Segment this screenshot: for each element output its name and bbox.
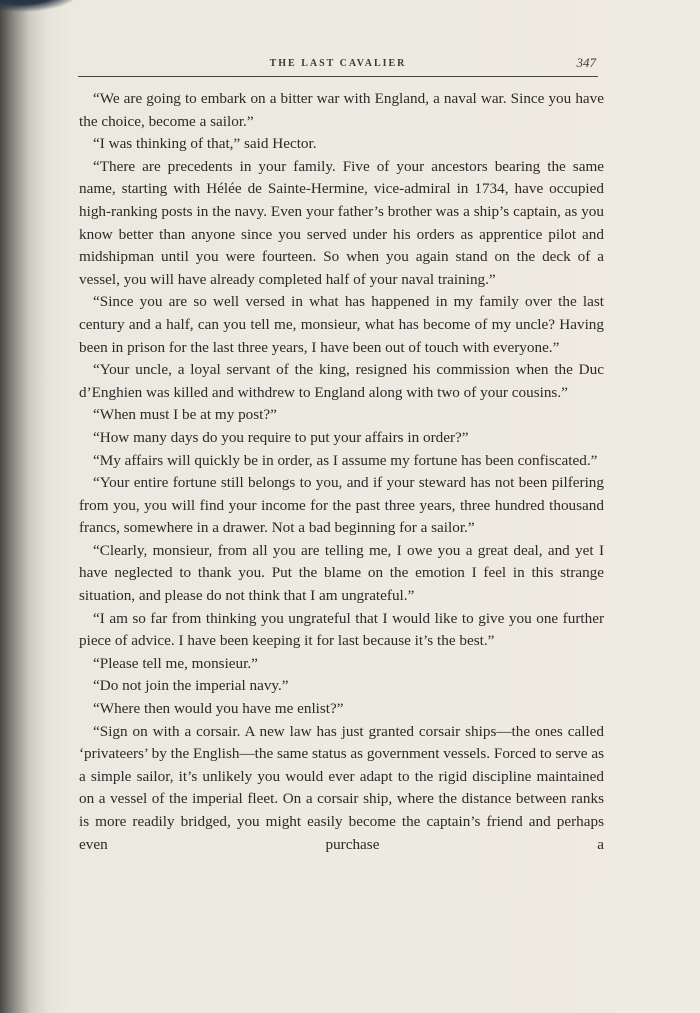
paragraph: “Your uncle, a loyal servant of the king, resigned his commission when the Duc d’Enghien was killed and withdrew to England along with two of your cousins.”: [79, 361, 604, 401]
paragraph: “I am so far from thinking you ungrateful that I would like to give you one further piece of advice. I have been keeping it for last because it’s the best.”: [79, 609, 604, 650]
paragraph: “When must I be at my post?”: [93, 406, 277, 424]
paragraph: “Clearly, monsieur, from all you are telling me, I owe you a great deal, and yet I have neglected to thank you. Put the blame on the emotion I feel in this strange situation, and please do not think that I am ungrateful.”: [79, 541, 604, 605]
page-corner-shadow: [0, 0, 80, 12]
paragraph: “Since you are so well versed in what has happened in my family over the last century and a half, can you tell me, monsieur, what has become of my uncle? Having been in prison for the last three years, I have been out of touch with everyone.”: [79, 293, 604, 356]
body-text: [79, 88, 604, 856]
paragraph: “Sign on with a corsair. A new law has just granted corsair ships—the ones called ‘privateers’ by the English—the same status as government vessels. Forced to serve as a simple sailor, it’s unlikely you would ever adapt to the rigid discipline maintained on a vessel of the imperial fleet. On a corsair ship, where the distance between ranks is more readily bridged, you might easily become the captain’s friend and perhaps even purchase a: [79, 722, 604, 853]
paragraph: “Please tell me, monsieur.”: [93, 654, 258, 672]
paragraph: “My affairs will quickly be in order, as I assume my fortune has been confiscated.”: [93, 451, 598, 469]
page-number: 347: [576, 55, 596, 70]
paragraph: “How many days do you require to put your affairs in order?”: [93, 428, 469, 446]
paragraph: “I was thinking of that,” said Hector.: [93, 135, 317, 153]
paragraph: “Where then would you have me enlist?”: [93, 700, 344, 718]
paragraph: “Do not join the imperial navy.”: [93, 677, 289, 695]
paragraph: “We are going to embark on a bitter war with England, a naval war. Since you have the choice, become a sailor.”: [79, 90, 604, 130]
running-title: THE LAST CAVALIER: [269, 58, 407, 69]
running-header: [78, 54, 598, 77]
paragraph: “There are precedents in your family. Five of your ancestors bearing the same name, starting with Hélée de Sainte-Hermine, vice-admiral in 1734, have occupied high-ranking posts in the navy. Even your father’s brother was a ship’s captain, as you know better than anyone since you served under his orders as apprentice pilot and midshipman until you were fourteen. So when you again stand on the deck of a vessel, you will have already completed half of your naval training.”: [79, 157, 604, 288]
paragraph: “Your entire fortune still belongs to you, and if your steward has not been pilfering from you, you will find your income for the past three years, three hundred thousand francs, somewhere in a drawer. Not a bad beginning for a sailor.”: [79, 474, 604, 537]
